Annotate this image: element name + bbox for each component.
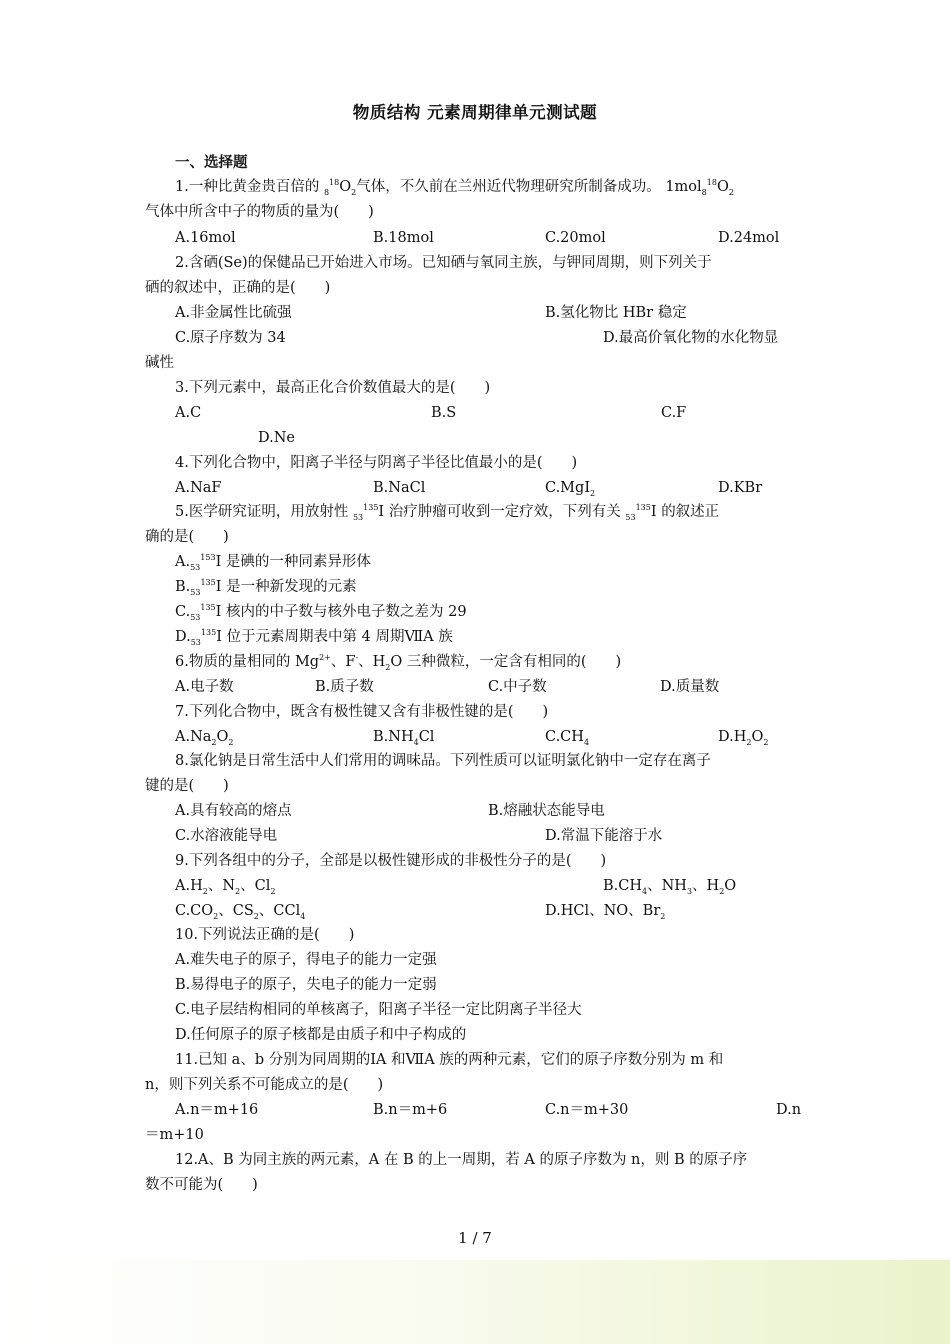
q7-option-d: $D.H_2O_2$ — [718, 729, 769, 747]
q8-option-d: D.常温下能溶于水 — [545, 828, 663, 844]
q10-option-d: D.任何原子的原子核都是由质子和中子构成的 — [175, 1027, 467, 1043]
q3-option-d: D.Ne — [258, 430, 295, 446]
q11-option-b: B.n＝m+6 — [373, 1102, 448, 1118]
question-8-line-1: 8.氯化钠是日常生活中人们常用的调味品。下列性质可以证明氯化钠中一定存在离子 — [175, 753, 711, 769]
q10-option-c: C.电子层结构相同的单核离子，阳离子半径一定比阴离子半径大 — [175, 1002, 582, 1018]
q2-option-c: C.原子序数为 34 — [175, 330, 286, 346]
q11-option-c: C.n＝m+30 — [545, 1102, 629, 1118]
q3-option-a: A.C — [175, 405, 202, 421]
q10-option-b: B.易得电子的原子，失电子的能力一定弱 — [175, 977, 437, 993]
page-number: 1 / 7 — [458, 1229, 492, 1247]
q6-option-c: C.中子数 — [488, 679, 547, 695]
q4-option-d: D.KBr — [718, 480, 763, 496]
isotope-o18: $_8^{18}O_2$ — [323, 178, 357, 197]
question-2-line-2: 硒的叙述中，正确的是( ) — [145, 280, 331, 296]
q5-option-d: $D._{53}^{135}I$ 位于元素周期表中第 4 周期ⅦA 族 — [175, 628, 453, 647]
q11-option-a: A.n＝m+16 — [175, 1102, 259, 1118]
question-5-line-1: 5.医学研究证明，用放射性 $_{53}^{135}$I 治疗肿瘤可收到一定疗效，下列有关 $_{53}^{135}$I 的叙述正 — [175, 503, 720, 522]
q6-option-a: A.电子数 — [175, 679, 234, 695]
q9-option-b: $B.CH_4$、$NH_3$、$H_2O$ — [603, 878, 737, 896]
q9-option-c: $C.CO_2$、$CS_2$、CCl$_4$ — [175, 903, 306, 921]
question-11-line-2: n，则下列关系不可能成立的是( ) — [145, 1077, 384, 1093]
q6-option-d: D.质量数 — [660, 679, 720, 695]
q3-option-b: B.S — [431, 405, 457, 421]
question-12-line-1: 12.A、B 为同主族的两元素，A 在 B 的上一周期，若 A 的原子序数为 n，则 B 的原子序 — [175, 1152, 748, 1168]
decorative-footer-band — [0, 1260, 950, 1344]
q7-option-c: $C.CH_4$ — [545, 729, 590, 747]
question-3: 3.下列元素中，最高正化合价数值最大的是( ) — [175, 380, 491, 396]
q2-option-d-cont: 碱性 — [145, 355, 174, 371]
q3-option-c: C.F — [661, 405, 687, 421]
q8-option-b: B.熔融状态能导电 — [488, 803, 605, 819]
q9-option-a: $A.H_2$、$N_2$、$Cl_2$ — [175, 878, 276, 896]
q11-option-d: D.n — [776, 1102, 802, 1118]
q1-option-a: A.16mol — [175, 230, 236, 246]
q10-option-a: A.难失电子的原子，得电子的能力一定强 — [175, 952, 437, 968]
q8-option-a: A.具有较高的熔点 — [175, 803, 292, 819]
q6-option-b: B.质子数 — [315, 679, 374, 695]
q5-option-a: $A._{53}^{153}I$ 是碘的一种同素异形体 — [175, 553, 371, 572]
question-10: 10.下列说法正确的是( ) — [175, 927, 355, 943]
q1-option-d: D.24mol — [718, 230, 780, 246]
document-title: 物质结构 元素周期律单元测试题 — [352, 103, 598, 122]
q4-option-a: A.NaF — [175, 480, 222, 496]
section-heading: 一、选择题 — [175, 155, 248, 171]
q7-option-b: $B.NH_4Cl$ — [373, 729, 435, 747]
q2-option-d: D.最高价氧化物的水化物显 — [603, 330, 779, 346]
q9-option-d: D.HCl、NO、$Br_2$ — [545, 903, 666, 921]
q7-option-a: $A.Na_2O_2$ — [175, 729, 234, 747]
question-12-line-2: 数不可能为( ) — [145, 1177, 258, 1193]
question-5-line-2: 确的是( ) — [145, 529, 229, 545]
q5-option-c: $C._{53}^{135}I$ 核内的中子数与核外电子数之差为 29 — [175, 603, 467, 622]
q1-option-c: C.20mol — [545, 230, 606, 246]
question-2-line-1: 2.含硒(Se)的保健品已开始进入市场。已知硒与氧同主族，与钾同周期，则下列关于 — [175, 255, 712, 271]
q11-option-d-cont: ＝m+10 — [145, 1127, 204, 1143]
question-7: 7.下列化合物中，既含有极性键又含有非极性键的是( ) — [175, 704, 549, 720]
q1-option-b: B.18mol — [373, 230, 434, 246]
q2-option-a: A.非金属性比硫强 — [175, 305, 292, 321]
q8-option-c: C.水溶液能导电 — [175, 828, 278, 844]
question-4: 4.下列化合物中，阳离子半径与阴离子半径比值最小的是( ) — [175, 455, 578, 471]
question-9: 9.下列各组中的分子，全部是以极性键形成的非极性分子的是( ) — [175, 853, 607, 869]
question-1-line-1: 1.一种比黄金贵百倍的 $_8^{18}O_2$气体，不久前在兰州近代物理研究所制备成功。 $1mol_8^{18}O_2$ — [175, 178, 734, 197]
q4-option-b: B.NaCl — [373, 480, 426, 496]
question-6: 6.物质的量相同的 $Mg^{2+}$、F-、$H_2O$ 三种微粒，一定含有相同的( ) — [175, 653, 622, 672]
question-8-line-2: 键的是( ) — [145, 778, 229, 794]
q5-option-b: $B._{53}^{135}I$ 是一种新发现的元素 — [175, 578, 357, 597]
question-1-line-2: 气体中所含中子的物质的量为( ) — [145, 204, 374, 220]
question-11-line-1: 11.已知 a、b 分别为同周期的ⅠA 和ⅦA 族的两种元素，它们的原子序数分别为 m 和 — [175, 1052, 724, 1068]
q2-option-b: B.氢化物比 HBr 稳定 — [545, 305, 687, 321]
q4-option-c: C.MgI$_2$ — [545, 480, 596, 498]
